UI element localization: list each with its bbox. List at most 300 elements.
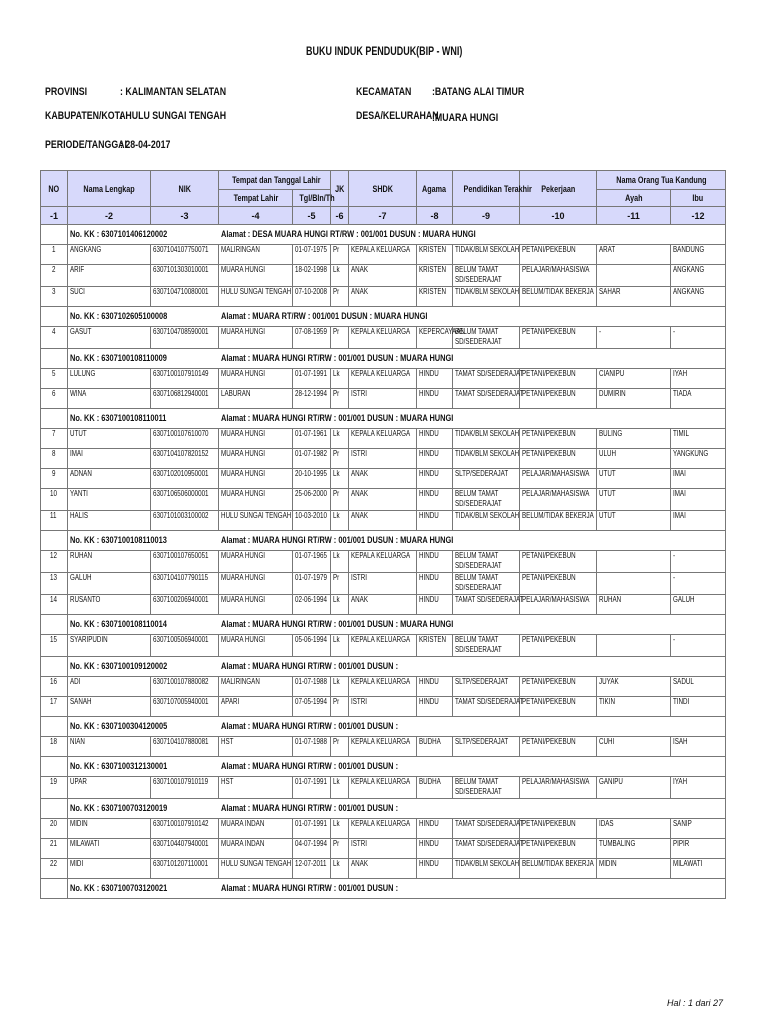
cell-agama: HINDU xyxy=(417,551,453,573)
kk-number: No. KK : 6307102605100008 xyxy=(68,307,219,327)
cell-tempat: APARI xyxy=(219,697,293,717)
cell-agama: HINDU xyxy=(417,839,453,859)
cell-tgl: 01-07-1991 xyxy=(293,777,331,799)
cell-agama: HINDU xyxy=(417,469,453,489)
cell-ayah: IDAS xyxy=(597,819,671,839)
cell-tgl: 07-05-1994 xyxy=(293,697,331,717)
cell-pekerjaan: PETANI/PEKEBUN xyxy=(520,551,597,573)
column-number: -12 xyxy=(671,207,726,225)
header-tempat: Tempat Lahir xyxy=(219,190,293,207)
table-row xyxy=(41,265,726,287)
cell-pekerjaan: PETANI/PEKEBUN xyxy=(520,245,597,265)
cell-shdk: KEPALA KELUARGA xyxy=(349,369,417,389)
cell-tgl: 10-03-2010 xyxy=(293,511,331,531)
cell-agama: HINDU xyxy=(417,819,453,839)
cell-ibu: ISAH xyxy=(671,737,726,757)
cell-tgl: 18-02-1998 xyxy=(293,265,331,287)
cell-pekerjaan: PETANI/PEKEBUN xyxy=(520,389,597,409)
column-number: -9 xyxy=(453,207,520,225)
cell-jk: Lk xyxy=(331,859,349,879)
cell-tempat: MUARA HUNGI xyxy=(219,265,293,287)
header-nama: Nama Lengkap xyxy=(68,171,151,207)
cell-shdk: ANAK xyxy=(349,287,417,307)
cell-jk: Pr xyxy=(331,327,349,349)
cell-pendidikan: TAMAT SD/SEDERAJAT xyxy=(453,697,520,717)
cell-ibu: MILAWATI xyxy=(671,859,726,879)
cell-tgl: 01-07-1961 xyxy=(293,429,331,449)
cell-pekerjaan: PETANI/PEKEBUN xyxy=(520,737,597,757)
column-number: -8 xyxy=(417,207,453,225)
kk-spacer xyxy=(41,349,68,369)
kk-address: Alamat : MUARA HUNGI RT/RW : 001/001 DUSUN : MUARA HUNGI xyxy=(219,531,726,551)
cell-shdk: KEPALA KELUARGA xyxy=(349,677,417,697)
cell-ayah xyxy=(597,551,671,573)
cell-nama: WINA xyxy=(68,389,151,409)
cell-nama: IMAI xyxy=(68,449,151,469)
cell-jk: Lk xyxy=(331,595,349,615)
cell-ibu: PIPIR xyxy=(671,839,726,859)
kk-number: No. KK : 6307100108110009 xyxy=(68,349,219,369)
cell-ibu: GALUH xyxy=(671,595,726,615)
cell-ayah xyxy=(597,635,671,657)
cell-tempat: MUARA HUNGI xyxy=(219,489,293,511)
cell-pekerjaan: PETANI/PEKEBUN xyxy=(520,449,597,469)
column-number: -1 xyxy=(41,207,68,225)
header-pendidikan: Pendidikan Terakhir xyxy=(453,171,520,207)
cell-tgl: 01-07-1988 xyxy=(293,677,331,697)
cell-pekerjaan: PETANI/PEKEBUN xyxy=(520,819,597,839)
cell-jk: Lk xyxy=(331,265,349,287)
cell-pendidikan: BELUM TAMAT SD/SEDERAJAT xyxy=(453,327,520,349)
cell-shdk: KEPALA KELUARGA xyxy=(349,245,417,265)
cell-nik: 6307106812940001 xyxy=(151,389,219,409)
table-row xyxy=(41,737,726,757)
kk-address: Alamat : MUARA RT/RW : 001/001 DUSUN : MUARA HUNGI xyxy=(219,307,726,327)
cell-no: 6 xyxy=(41,389,68,409)
cell-ibu: IMAI xyxy=(671,469,726,489)
cell-ibu: TIADA xyxy=(671,389,726,409)
cell-jk: Pr xyxy=(331,697,349,717)
cell-no: 15 xyxy=(41,635,68,657)
cell-tgl: 25-06-2000 xyxy=(293,489,331,511)
cell-ibu: ANGKANG xyxy=(671,265,726,287)
cell-no: 16 xyxy=(41,677,68,697)
cell-ayah: CIANIPU xyxy=(597,369,671,389)
cell-pekerjaan: PELAJAR/MAHASISWA xyxy=(520,777,597,799)
cell-nik: 6307101003100002 xyxy=(151,511,219,531)
cell-shdk: ISTRI xyxy=(349,389,417,409)
table-row xyxy=(41,677,726,697)
header-pekerjaan: Pekerjaan xyxy=(520,171,597,207)
cell-pekerjaan: PELAJAR/MAHASISWA xyxy=(520,595,597,615)
kk-spacer xyxy=(41,615,68,635)
cell-pekerjaan: PELAJAR/MAHASISWA xyxy=(520,265,597,287)
table-row xyxy=(41,511,726,531)
cell-agama: KRISTEN xyxy=(417,265,453,287)
cell-nik: 6307104107750071 xyxy=(151,245,219,265)
cell-nama: ADI xyxy=(68,677,151,697)
cell-agama: HINDU xyxy=(417,595,453,615)
cell-ayah: ULUH xyxy=(597,449,671,469)
cell-pendidikan: SLTP/SEDERAJAT xyxy=(453,677,520,697)
kk-group-header xyxy=(41,799,726,819)
cell-no: 8 xyxy=(41,449,68,469)
cell-ayah: BULING xyxy=(597,429,671,449)
cell-agama: KRISTEN xyxy=(417,287,453,307)
kk-spacer xyxy=(41,307,68,327)
kk-group-header xyxy=(41,615,726,635)
cell-tempat: MUARA HUNGI xyxy=(219,551,293,573)
cell-jk: Pr xyxy=(331,389,349,409)
header-ttl: Tempat dan Tanggal Lahir xyxy=(219,171,331,190)
cell-nik: 6307101207110001 xyxy=(151,859,219,879)
cell-no: 10 xyxy=(41,489,68,511)
cell-ayah xyxy=(597,573,671,595)
cell-pendidikan: TAMAT SD/SEDERAJAT xyxy=(453,389,520,409)
cell-agama: BUDHA xyxy=(417,777,453,799)
cell-ibu: SADUL xyxy=(671,677,726,697)
cell-ayah: UTUT xyxy=(597,511,671,531)
kabupaten-value: : HULU SUNGAI TENGAH xyxy=(120,110,227,122)
kk-number: No. KK : 6307100109120002 xyxy=(68,657,219,677)
cell-tgl: 12-07-2011 xyxy=(293,859,331,879)
table-row xyxy=(41,449,726,469)
cell-nama: MIDI xyxy=(68,859,151,879)
cell-shdk: ISTRI xyxy=(349,449,417,469)
cell-no: 22 xyxy=(41,859,68,879)
cell-jk: Lk xyxy=(331,469,349,489)
cell-pendidikan: TAMAT SD/SEDERAJAT xyxy=(453,369,520,389)
cell-nama: RUSANTO xyxy=(68,595,151,615)
kk-address: Alamat : MUARA HUNGI RT/RW : 001/001 DUSUN : MUARA HUNGI xyxy=(219,615,726,635)
cell-tempat: MUARA HUNGI xyxy=(219,369,293,389)
cell-tempat: MALIRINGAN xyxy=(219,677,293,697)
cell-nik: 6307100107910149 xyxy=(151,369,219,389)
table-row xyxy=(41,327,726,349)
cell-nik: 6307102010950001 xyxy=(151,469,219,489)
table-row xyxy=(41,389,726,409)
kk-group-header xyxy=(41,225,726,245)
cell-nama: SANAH xyxy=(68,697,151,717)
cell-agama: KRISTEN xyxy=(417,245,453,265)
cell-nik: 6307100107910119 xyxy=(151,777,219,799)
cell-agama: HINDU xyxy=(417,389,453,409)
cell-tempat: HULU SUNGAI TENGAH xyxy=(219,511,293,531)
kk-number: No. KK : 6307101406120002 xyxy=(68,225,219,245)
cell-shdk: KEPALA KELUARGA xyxy=(349,551,417,573)
cell-tgl: 20-10-1995 xyxy=(293,469,331,489)
cell-shdk: KEPALA KELUARGA xyxy=(349,819,417,839)
cell-jk: Pr xyxy=(331,245,349,265)
cell-tempat: MUARA INDAN xyxy=(219,819,293,839)
cell-jk: Lk xyxy=(331,677,349,697)
cell-nama: YANTI xyxy=(68,489,151,511)
cell-agama: HINDU xyxy=(417,511,453,531)
cell-nik: 6307104708590001 xyxy=(151,327,219,349)
cell-jk: Lk xyxy=(331,551,349,573)
cell-nama: MILAWATI xyxy=(68,839,151,859)
cell-nik: 6307104107790115 xyxy=(151,573,219,595)
cell-shdk: ANAK xyxy=(349,595,417,615)
cell-jk: Pr xyxy=(331,449,349,469)
cell-ibu: ANGKANG xyxy=(671,287,726,307)
cell-pekerjaan: PETANI/PEKEBUN xyxy=(520,573,597,595)
kk-number: No. KK : 6307100703120019 xyxy=(68,799,219,819)
kk-address: Alamat : MUARA HUNGI RT/RW : 001/001 DUSUN : xyxy=(219,799,726,819)
cell-agama: HINDU xyxy=(417,573,453,595)
table-row xyxy=(41,489,726,511)
periode-label: PERIODE/TANGGAL xyxy=(45,139,130,151)
cell-nama: ANGKANG xyxy=(68,245,151,265)
table-row xyxy=(41,839,726,859)
cell-ibu: YANGKUNG xyxy=(671,449,726,469)
column-number: -7 xyxy=(349,207,417,225)
kk-spacer xyxy=(41,717,68,737)
cell-shdk: ANAK xyxy=(349,469,417,489)
cell-shdk: ISTRI xyxy=(349,697,417,717)
cell-pekerjaan: PETANI/PEKEBUN xyxy=(520,677,597,697)
cell-jk: Lk xyxy=(331,511,349,531)
kk-address: Alamat : MUARA HUNGI RT/RW : 001/001 DUSUN : xyxy=(219,657,726,677)
table-row xyxy=(41,287,726,307)
cell-pendidikan: SLTP/SEDERAJAT xyxy=(453,737,520,757)
cell-pekerjaan: BELUM/TIDAK BEKERJA xyxy=(520,859,597,879)
kabupaten-label: KABUPATEN/KOTA xyxy=(45,110,126,122)
cell-pendidikan: TAMAT SD/SEDERAJAT xyxy=(453,819,520,839)
cell-no: 20 xyxy=(41,819,68,839)
cell-nik: 6307100206940001 xyxy=(151,595,219,615)
cell-shdk: ANAK xyxy=(349,511,417,531)
cell-tgl: 01-07-1965 xyxy=(293,551,331,573)
cell-tempat: HST xyxy=(219,737,293,757)
table-row xyxy=(41,551,726,573)
column-number: -2 xyxy=(68,207,151,225)
kk-group-header xyxy=(41,409,726,429)
cell-pendidikan: BELUM TAMAT SD/SEDERAJAT xyxy=(453,573,520,595)
provinsi-label: PROVINSI xyxy=(45,86,88,98)
kecamatan-value: :BATANG ALAI TIMUR xyxy=(432,86,525,98)
cell-ayah: RUHAN xyxy=(597,595,671,615)
cell-pekerjaan: PETANI/PEKEBUN xyxy=(520,429,597,449)
cell-no: 9 xyxy=(41,469,68,489)
cell-no: 5 xyxy=(41,369,68,389)
cell-jk: Pr xyxy=(331,287,349,307)
cell-tgl: 01-07-1975 xyxy=(293,245,331,265)
cell-nama: SYARIPUDIN xyxy=(68,635,151,657)
cell-tempat: MALIRINGAN xyxy=(219,245,293,265)
kk-spacer xyxy=(41,409,68,429)
cell-no: 1 xyxy=(41,245,68,265)
cell-ayah: ARAT xyxy=(597,245,671,265)
cell-ayah: MIDIN xyxy=(597,859,671,879)
kk-number: No. KK : 6307100108110011 xyxy=(68,409,219,429)
cell-ayah: TUMBALING xyxy=(597,839,671,859)
cell-ayah: DUMIRIN xyxy=(597,389,671,409)
cell-no: 3 xyxy=(41,287,68,307)
cell-nik: 6307104710080001 xyxy=(151,287,219,307)
cell-ayah: GANIPU xyxy=(597,777,671,799)
cell-shdk: KEPALA KELUARGA xyxy=(349,777,417,799)
cell-no: 18 xyxy=(41,737,68,757)
cell-ayah: UTUT xyxy=(597,469,671,489)
cell-nik: 6307107005940001 xyxy=(151,697,219,717)
column-number: -10 xyxy=(520,207,597,225)
header-shdk: SHDK xyxy=(349,171,417,207)
cell-pekerjaan: PELAJAR/MAHASISWA xyxy=(520,469,597,489)
cell-tgl: 01-07-1988 xyxy=(293,737,331,757)
cell-ibu: - xyxy=(671,635,726,657)
cell-pendidikan: TAMAT SD/SEDERAJAT xyxy=(453,595,520,615)
cell-ibu: BANDUNG xyxy=(671,245,726,265)
kk-spacer xyxy=(41,879,68,899)
column-number: -11 xyxy=(597,207,671,225)
column-number: -4 xyxy=(219,207,293,225)
cell-pekerjaan: PETANI/PEKEBUN xyxy=(520,369,597,389)
cell-nik: 6307104407940001 xyxy=(151,839,219,859)
cell-ibu: IYAH xyxy=(671,777,726,799)
cell-pendidikan: BELUM TAMAT SD/SEDERAJAT xyxy=(453,551,520,573)
cell-pendidikan: TIDAK/BLM SEKOLAH xyxy=(453,511,520,531)
kk-group-header xyxy=(41,349,726,369)
column-number: -6 xyxy=(331,207,349,225)
cell-ayah: SAHAR xyxy=(597,287,671,307)
cell-pendidikan: BELUM TAMAT SD/SEDERAJAT xyxy=(453,635,520,657)
cell-agama: HINDU xyxy=(417,429,453,449)
kk-group-header xyxy=(41,879,726,899)
table-row xyxy=(41,245,726,265)
table-row xyxy=(41,859,726,879)
kk-group-header xyxy=(41,717,726,737)
cell-tgl: 01-07-1991 xyxy=(293,369,331,389)
cell-tempat: MUARA HUNGI xyxy=(219,635,293,657)
cell-nama: NIAN xyxy=(68,737,151,757)
desa-value: :MUARA HUNGI xyxy=(432,112,499,124)
cell-shdk: ANAK xyxy=(349,859,417,879)
cell-agama: HINDU xyxy=(417,489,453,511)
cell-shdk: KEPALA KELUARGA xyxy=(349,737,417,757)
header-ortu: Nama Orang Tua Kandung xyxy=(597,171,726,190)
cell-tgl: 04-07-1994 xyxy=(293,839,331,859)
cell-no: 14 xyxy=(41,595,68,615)
cell-ayah: UTUT xyxy=(597,489,671,511)
cell-pendidikan: BELUM TAMAT SD/SEDERAJAT xyxy=(453,777,520,799)
cell-tgl: 28-12-1994 xyxy=(293,389,331,409)
table-row xyxy=(41,369,726,389)
cell-jk: Lk xyxy=(331,369,349,389)
cell-ayah: JUYAK xyxy=(597,677,671,697)
cell-no: 21 xyxy=(41,839,68,859)
kk-number: No. KK : 6307100703120021 xyxy=(68,879,219,899)
cell-no: 12 xyxy=(41,551,68,573)
cell-jk: Lk xyxy=(331,777,349,799)
cell-shdk: KEPALA KELUARGA xyxy=(349,327,417,349)
cell-no: 17 xyxy=(41,697,68,717)
cell-agama: HINDU xyxy=(417,449,453,469)
cell-tempat: HULU SUNGAI TENGAH xyxy=(219,859,293,879)
table-row xyxy=(41,697,726,717)
kk-group-header xyxy=(41,531,726,551)
kk-address: Alamat : MUARA HUNGI RT/RW : 001/001 DUSUN : MUARA HUNGI xyxy=(219,409,726,429)
table-row xyxy=(41,819,726,839)
cell-jk: Pr xyxy=(331,737,349,757)
cell-jk: Pr xyxy=(331,573,349,595)
header-agama: Agama xyxy=(417,171,453,207)
cell-pendidikan: TIDAK/BLM SEKOLAH xyxy=(453,859,520,879)
cell-agama: HINDU xyxy=(417,859,453,879)
cell-nama: LULUNG xyxy=(68,369,151,389)
header-no: NO xyxy=(41,171,68,207)
table-row xyxy=(41,469,726,489)
cell-nik: 6307101303010001 xyxy=(151,265,219,287)
header-ayah: Ayah xyxy=(597,190,671,207)
cell-pendidikan: TAMAT SD/SEDERAJAT xyxy=(453,839,520,859)
cell-tgl: 07-08-1959 xyxy=(293,327,331,349)
cell-no: 4 xyxy=(41,327,68,349)
cell-jk: Lk xyxy=(331,429,349,449)
cell-agama: HINDU xyxy=(417,369,453,389)
cell-nama: ADNAN xyxy=(68,469,151,489)
kk-spacer xyxy=(41,531,68,551)
cell-pendidikan: BELUM TAMAT SD/SEDERAJAT xyxy=(453,265,520,287)
cell-ayah: TIKIN xyxy=(597,697,671,717)
kk-spacer xyxy=(41,757,68,777)
table-row xyxy=(41,595,726,615)
kk-address: Alamat : MUARA HUNGI RT/RW : 001/001 DUSUN : MUARA HUNGI xyxy=(219,349,726,369)
table-row xyxy=(41,635,726,657)
cell-pekerjaan: PELAJAR/MAHASISWA xyxy=(520,489,597,511)
cell-tempat: MUARA HUNGI xyxy=(219,595,293,615)
cell-shdk: ANAK xyxy=(349,489,417,511)
cell-tempat: HULU SUNGAI TENGAH xyxy=(219,287,293,307)
cell-jk: Pr xyxy=(331,489,349,511)
cell-pekerjaan: PETANI/PEKEBUN xyxy=(520,839,597,859)
cell-no: 11 xyxy=(41,511,68,531)
page-footer: Hal : 1 dari 27 xyxy=(666,998,723,1008)
cell-shdk: ISTRI xyxy=(349,573,417,595)
cell-shdk: KEPALA KELUARGA xyxy=(349,429,417,449)
table-row xyxy=(41,429,726,449)
desa-label: DESA/KELURAHAN xyxy=(356,110,439,122)
kk-number: No. KK : 6307100108110013 xyxy=(68,531,219,551)
cell-jk: Lk xyxy=(331,819,349,839)
cell-pendidikan: TIDAK/BLM SEKOLAH xyxy=(453,449,520,469)
kk-group-header xyxy=(41,757,726,777)
kk-group-header xyxy=(41,307,726,327)
cell-pekerjaan: PETANI/PEKEBUN xyxy=(520,697,597,717)
header-nik: NIK xyxy=(151,171,219,207)
cell-jk: Lk xyxy=(331,635,349,657)
cell-tgl: 01-07-1982 xyxy=(293,449,331,469)
cell-ayah: - xyxy=(597,327,671,349)
cell-tgl: 07-10-2008 xyxy=(293,287,331,307)
cell-tempat: MUARA HUNGI xyxy=(219,449,293,469)
cell-pendidikan: TIDAK/BLM SEKOLAH xyxy=(453,429,520,449)
periode-value: : 28-04-2017 xyxy=(120,139,171,151)
column-number: -5 xyxy=(293,207,331,225)
cell-ibu: - xyxy=(671,327,726,349)
cell-pendidikan: TIDAK/BLM SEKOLAH xyxy=(453,245,520,265)
cell-nama: MIDIN xyxy=(68,819,151,839)
cell-jk: Pr xyxy=(331,839,349,859)
cell-tgl: 01-07-1991 xyxy=(293,819,331,839)
cell-nama: HALIS xyxy=(68,511,151,531)
kk-spacer xyxy=(41,799,68,819)
kk-number: No. KK : 6307100304120005 xyxy=(68,717,219,737)
cell-pekerjaan: BELUM/TIDAK BEKERJA xyxy=(520,287,597,307)
cell-shdk: ISTRI xyxy=(349,839,417,859)
kk-spacer xyxy=(41,657,68,677)
cell-pekerjaan: PETANI/PEKEBUN xyxy=(520,635,597,657)
